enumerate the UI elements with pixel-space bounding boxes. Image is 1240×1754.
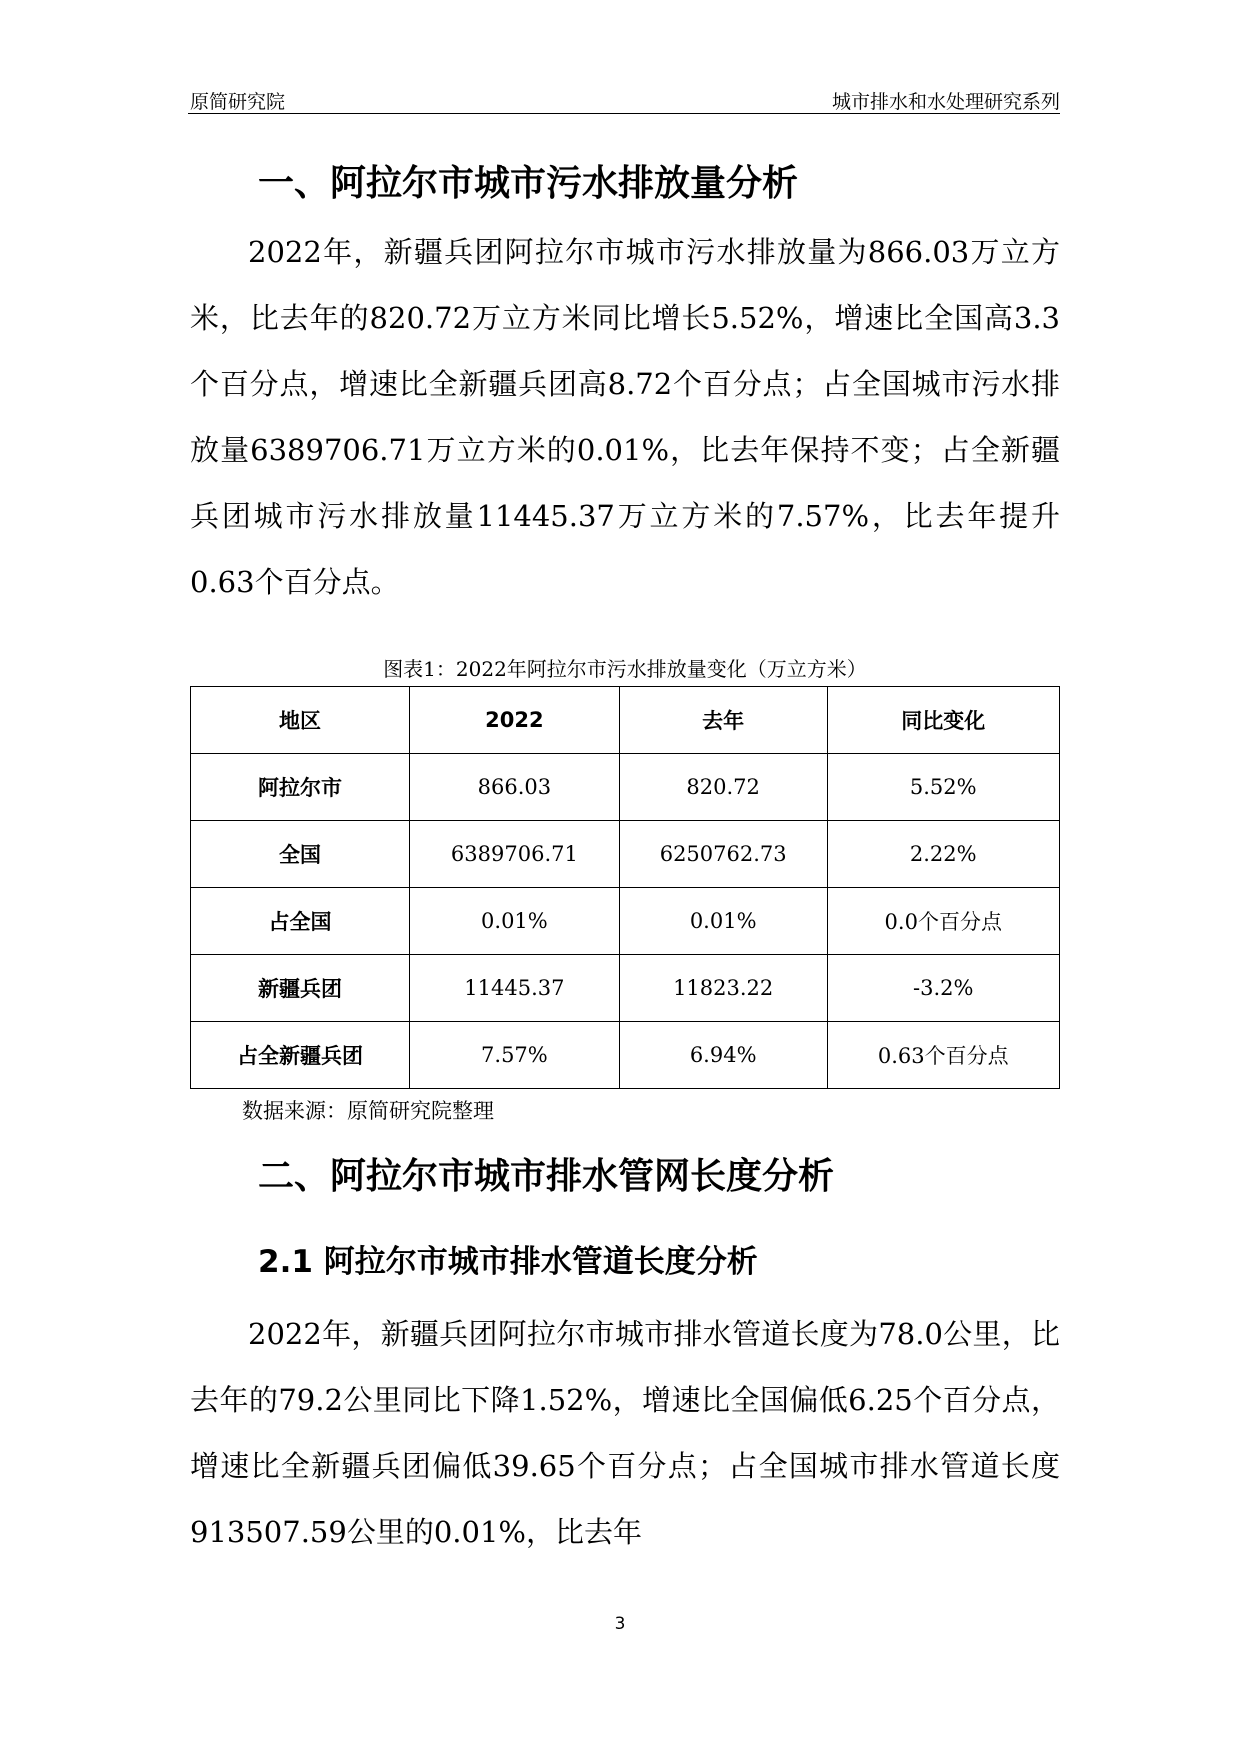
row-label: 占全国 [191, 888, 410, 955]
header-series-title: 城市排水和水处理研究系列 [831, 91, 1060, 113]
table-row [191, 1022, 1060, 1089]
row-label: 阿拉尔市 [191, 754, 410, 821]
section1-paragraph: 2022年，新疆兵团阿拉尔市城市污水排放量为866.03万立方米，比去年的820.72万立方米同比增长5.52%，增速比全国高3.3个百分点，增速比全新疆兵团高8.72个百分点；占全国城市污水排放量6389706.71万立方米的0.01%，比去年保持不变；占全新疆兵团城市污水排放量11445.37万立方米的7.57%，比去年提升0.63个百分点。 [190, 235, 1060, 599]
table-cell: 6389706.71 [409, 821, 619, 888]
column-header: 同比变化 [827, 687, 1060, 754]
table-row [191, 955, 1060, 1022]
table-cell: 866.03 [409, 754, 619, 821]
row-label: 新疆兵团 [191, 955, 410, 1022]
table-row [191, 821, 1060, 888]
column-header: 地区 [191, 687, 410, 754]
row-label: 全国 [191, 821, 410, 888]
table-caption: 图表1：2022年阿拉尔市污水排放量变化（万立方米） [383, 657, 867, 681]
section2-subheading: 2.1 阿拉尔市城市排水管道长度分析 [258, 1244, 758, 1280]
table-cell: 0.01% [409, 888, 619, 955]
emission-table [190, 686, 1060, 1089]
table-cell: -3.2% [827, 955, 1060, 1022]
table-row [191, 888, 1060, 955]
table-cell: 0.01% [619, 888, 827, 955]
section2-heading: 二、阿拉尔市城市排水管网长度分析 [258, 1156, 835, 1197]
table-cell: 0.0个百分点 [827, 888, 1060, 955]
table-cell: 5.52% [827, 754, 1060, 821]
table-cell: 820.72 [619, 754, 827, 821]
table-cell: 11823.22 [619, 955, 827, 1022]
column-header: 去年 [619, 687, 827, 754]
table-cell: 6.94% [619, 1022, 827, 1089]
column-header: 2022 [409, 687, 619, 754]
section2-paragraph: 2022年，新疆兵团阿拉尔市城市排水管道长度为78.0公里，比去年的79.2公里同比下降1.52%，增速比全国偏低6.25个百分点，增速比全新疆兵团偏低39.65个百分点；占全国城市排水管道长度913507.59公里的0.01%，比去年 [190, 1317, 1060, 1549]
table-cell: 2.22% [827, 821, 1060, 888]
data-source-note: 数据来源：原简研究院整理 [242, 1099, 494, 1123]
section1-heading: 一、阿拉尔市城市污水排放量分析 [258, 163, 799, 204]
table-cell: 11445.37 [409, 955, 619, 1022]
table-header-row [191, 687, 1060, 754]
table-cell: 6250762.73 [619, 821, 827, 888]
page-number: 3 [614, 1614, 626, 1634]
table-cell: 0.63个百分点 [827, 1022, 1060, 1089]
row-label: 占全新疆兵团 [191, 1022, 410, 1089]
header-divider [188, 113, 1060, 114]
header-organization: 原简研究院 [190, 91, 286, 113]
table-cell: 7.57% [409, 1022, 619, 1089]
table-row [191, 754, 1060, 821]
